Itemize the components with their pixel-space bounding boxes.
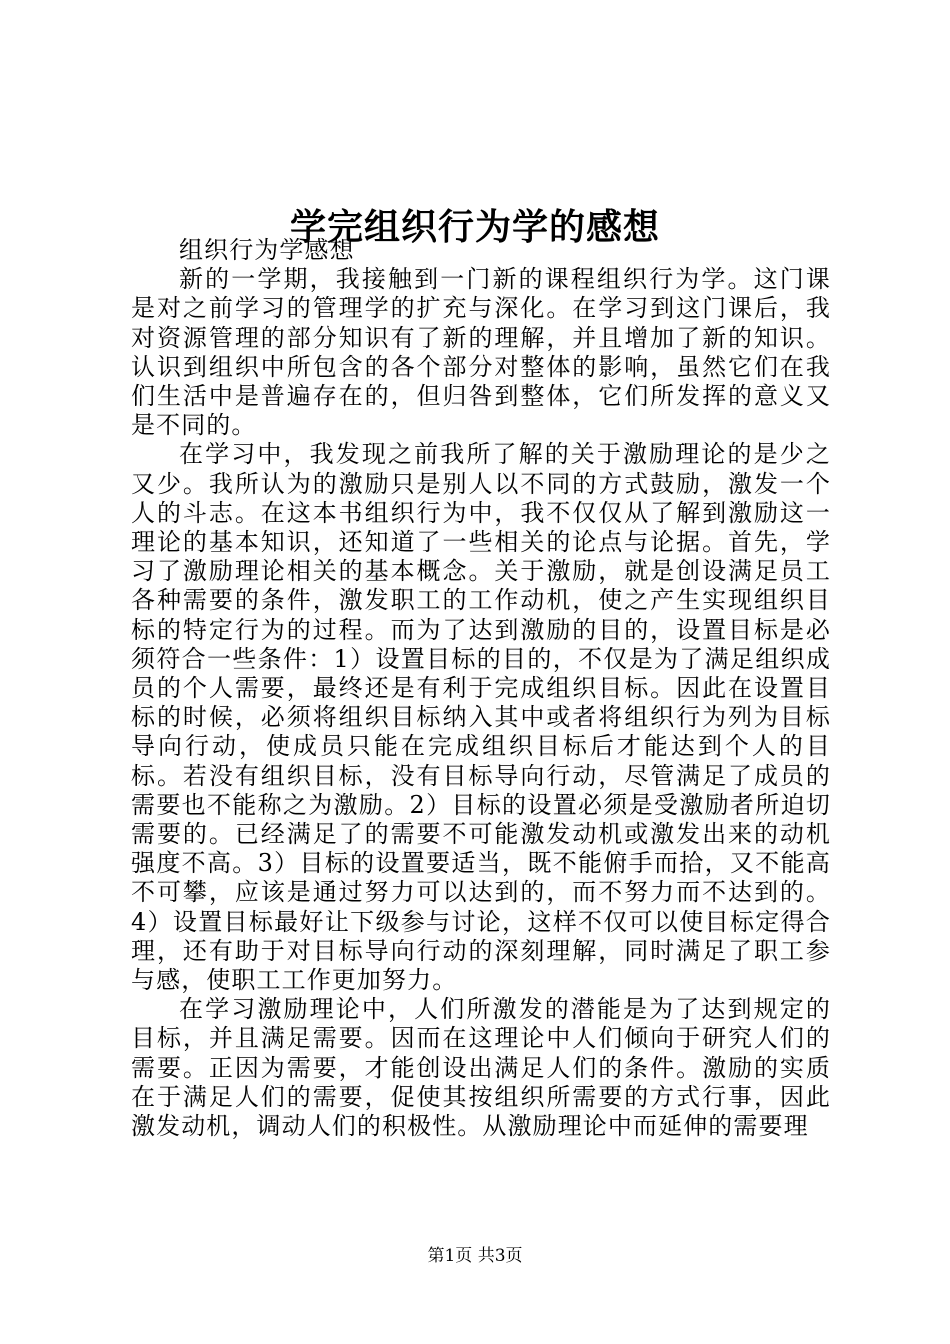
paragraph-1: 新的一学期，我接触到一门新的课程组织行为学。这门课是对之前学习的管理学的扩充与深化。在学习到这门课后，我对资源管理的部分知识有了新的理解，并且增加了新的知识。认识到组织中所包含的各个部分对整体的影响，虽然它们在我们生活中是普遍存在的，但归咎到整体，它们所发挥的意义又是不同的。 xyxy=(131,265,831,440)
paragraph-2: 在学习中，我发现之前我所了解的关于激励理论的是少之又少。我所认为的激励只是别人以不同的方式鼓励，激发一个人的斗志。在这本书组织行为中，我不仅仅从了解到激励这一理论的基本知识，还知道了一些相关的论点与论据。首先，学习了激励理论相关的基本概念。关于激励，就是创设满足员工各种需要的条件，激发职工的工作动机，使之产生实现组织目标的特定行为的过程。而为了达到激励的目的，设置目标是必须符合一些条件：1）设置目标的目的，不仅是为了满足组织成员的个人需要，最终还是有利于完成组织目标。因此在设置目标的时候，必须将组织目标纳入其中或者将组织行为列为目标导向行动，使成员只能在完成组织目标后才能达到个人的目标。若没有组织目标，没有目标导向行动，尽管满足了成员的需要也不能称之为激励。2）目标的设置必须是受激励者所迫切需要的。已经满足了的需要不可能激发动机或激发出来的动机强度不高。3）目标的设置要适当，既不能俯手而拾，又不能高不可攀，应该是通过努力可以达到的，而不努力而不达到的。4）设置目标最好让下级参与讨论，这样不仅可以使目标定得合理，还有助于对目标导向行动的深刻理解，同时满足了职工参与感，使职工工作更加努力。 xyxy=(131,440,831,995)
page-footer: 第1页 共3页 xyxy=(427,1246,523,1266)
paragraph-subtitle: 组织行为学感想 xyxy=(179,236,355,264)
paragraph-3: 在学习激励理论中，人们所激发的潜能是为了达到规定的目标，并且满足需要。因而在这理论中人们倾向于研究人们的需要。正因为需要，才能创设出满足人们的条件。激励的实质在于满足人们的需要，促使其按组织所需要的方式行事，因此激发动机，调动人们的积极性。从激励理论中而延伸的需要理 xyxy=(131,995,831,1141)
document-title: 学完组织行为学的感想 xyxy=(289,207,660,249)
document-body xyxy=(131,236,831,1141)
